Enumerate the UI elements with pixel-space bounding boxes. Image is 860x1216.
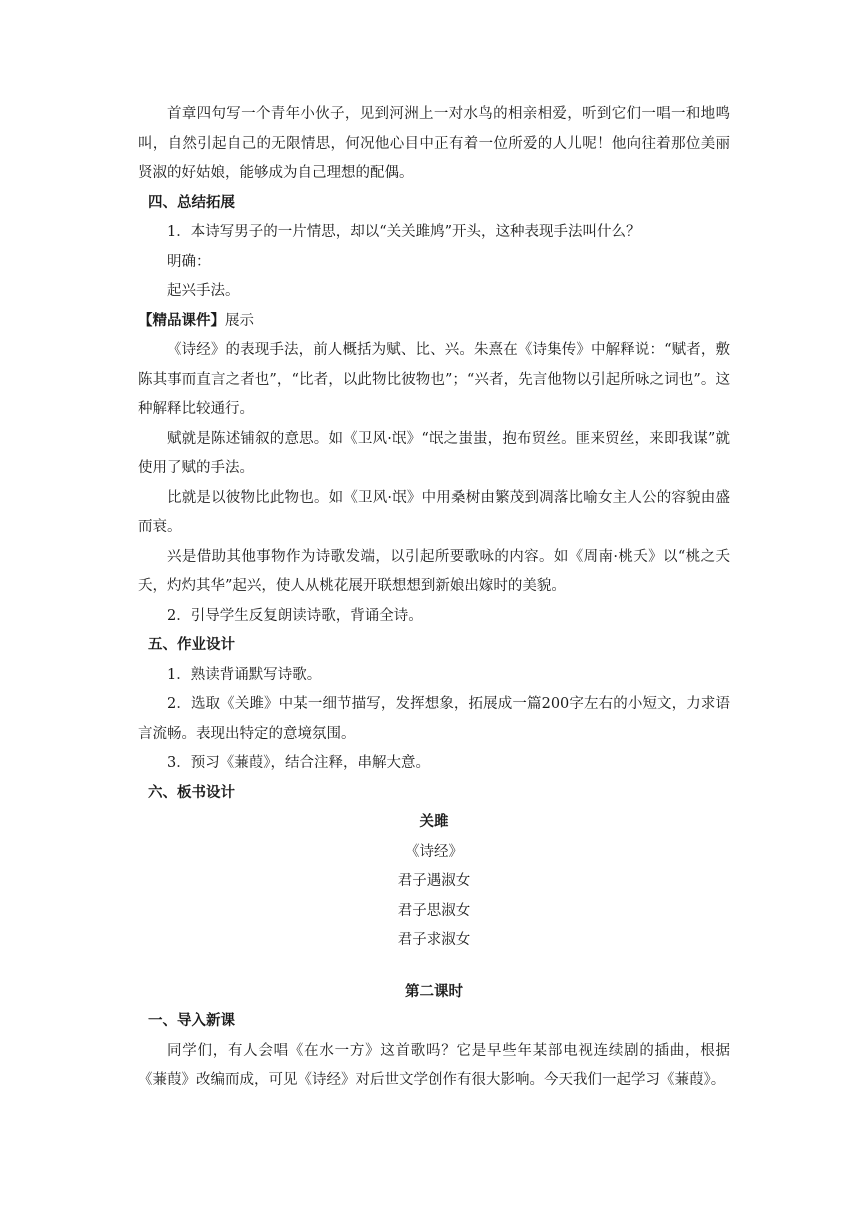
- courseware-line: [138, 307, 730, 337]
- heading-homework: 五、作业设计: [148, 637, 235, 653]
- homework-2: 2．选取《关雎》中某一细节描写，发挥想象，拓展成一篇200字左右的小短文，力求语言流畅。表现出特定的意境氛围。: [138, 696, 730, 742]
- board-line: 君子遇淑女: [397, 873, 471, 889]
- heading-summary-extension: 四、总结拓展: [148, 194, 235, 211]
- paragraph-bi: 比就是以彼物比此物也。如《卫风·氓》中用桑树由繁茂到凋落比喻女主人公的容貌由盛而衰。: [138, 489, 730, 535]
- paragraph-fu: 赋就是陈述铺叙的意思。如《卫风·氓》“氓之蚩蚩，抱布贸丝。匪来贸丝，来即我谋”就使用了赋的手法。: [138, 430, 730, 476]
- section-gap: [138, 956, 730, 978]
- board-line: 君子思淑女: [397, 902, 471, 919]
- answer-text: 起兴手法。: [167, 283, 240, 299]
- heading-board-design: 六、板书设计: [148, 784, 235, 801]
- board-line: 君子求淑女: [397, 932, 471, 948]
- question-2: 2．引导学生反复朗读诗歌，背诵全诗。: [167, 607, 423, 624]
- board-design: [138, 808, 730, 956]
- heading-introduction: 一、导入新课: [148, 1013, 235, 1029]
- courseware-tag: 【精品课件】: [138, 312, 225, 329]
- lesson2-title: 第二课时: [405, 983, 463, 1000]
- paragraph-introduction: 同学们，有人会唱《在水一方》这首歌吗？它是早些年某部电视连续剧的插曲，根据《蒹葭》改编而成，可见《诗经》对后世文学创作有很大影响。今天我们一起学习《蒹葭》。: [138, 1042, 730, 1088]
- homework-3: 3．预习《蒹葭》，结合注释，串解大意。: [167, 755, 430, 771]
- question-1: 1．本诗写男子的一片情思，却以“关关雎鸠”开头，这种表现手法叫什么？: [167, 224, 641, 240]
- homework-1: 1．熟读背诵默写诗歌。: [167, 666, 322, 683]
- paragraph-first-chapter: 首章四句写一个青年小伙子，见到河洲上一对水鸟的相亲相爱，听到它们一唱一和地鸣叫，自然引起自己的无限情思，何况他心目中正有着一位所爱的人儿呢！他向往着那位美丽贤淑的好姑娘，能够成为自己理想的配偶。: [138, 106, 730, 181]
- document-body: [138, 100, 730, 1096]
- board-source: 《诗经》: [405, 843, 463, 860]
- board-title: 关雎: [419, 814, 449, 830]
- courseware-text: 展示: [225, 312, 254, 329]
- paragraph-shijing-techniques: 《诗经》的表现手法，前人概括为赋、比、兴。朱熹在《诗集传》中解释说：“赋者，敷陈其事而直言之者也”，“比者，以此物比彼物也”；“兴者，先言他物以引起所咏之词也”。这种解释比较通行。: [138, 342, 730, 417]
- paragraph-xing: 兴是借助其他事物作为诗歌发端，以引起所要歌咏的内容。如《周南·桃夭》以“桃之夭夭，灼灼其华”起兴，使人从桃花展开联想想到新娘出嫁时的美貌。: [138, 548, 730, 594]
- clarify-label: 明确：: [167, 253, 211, 270]
